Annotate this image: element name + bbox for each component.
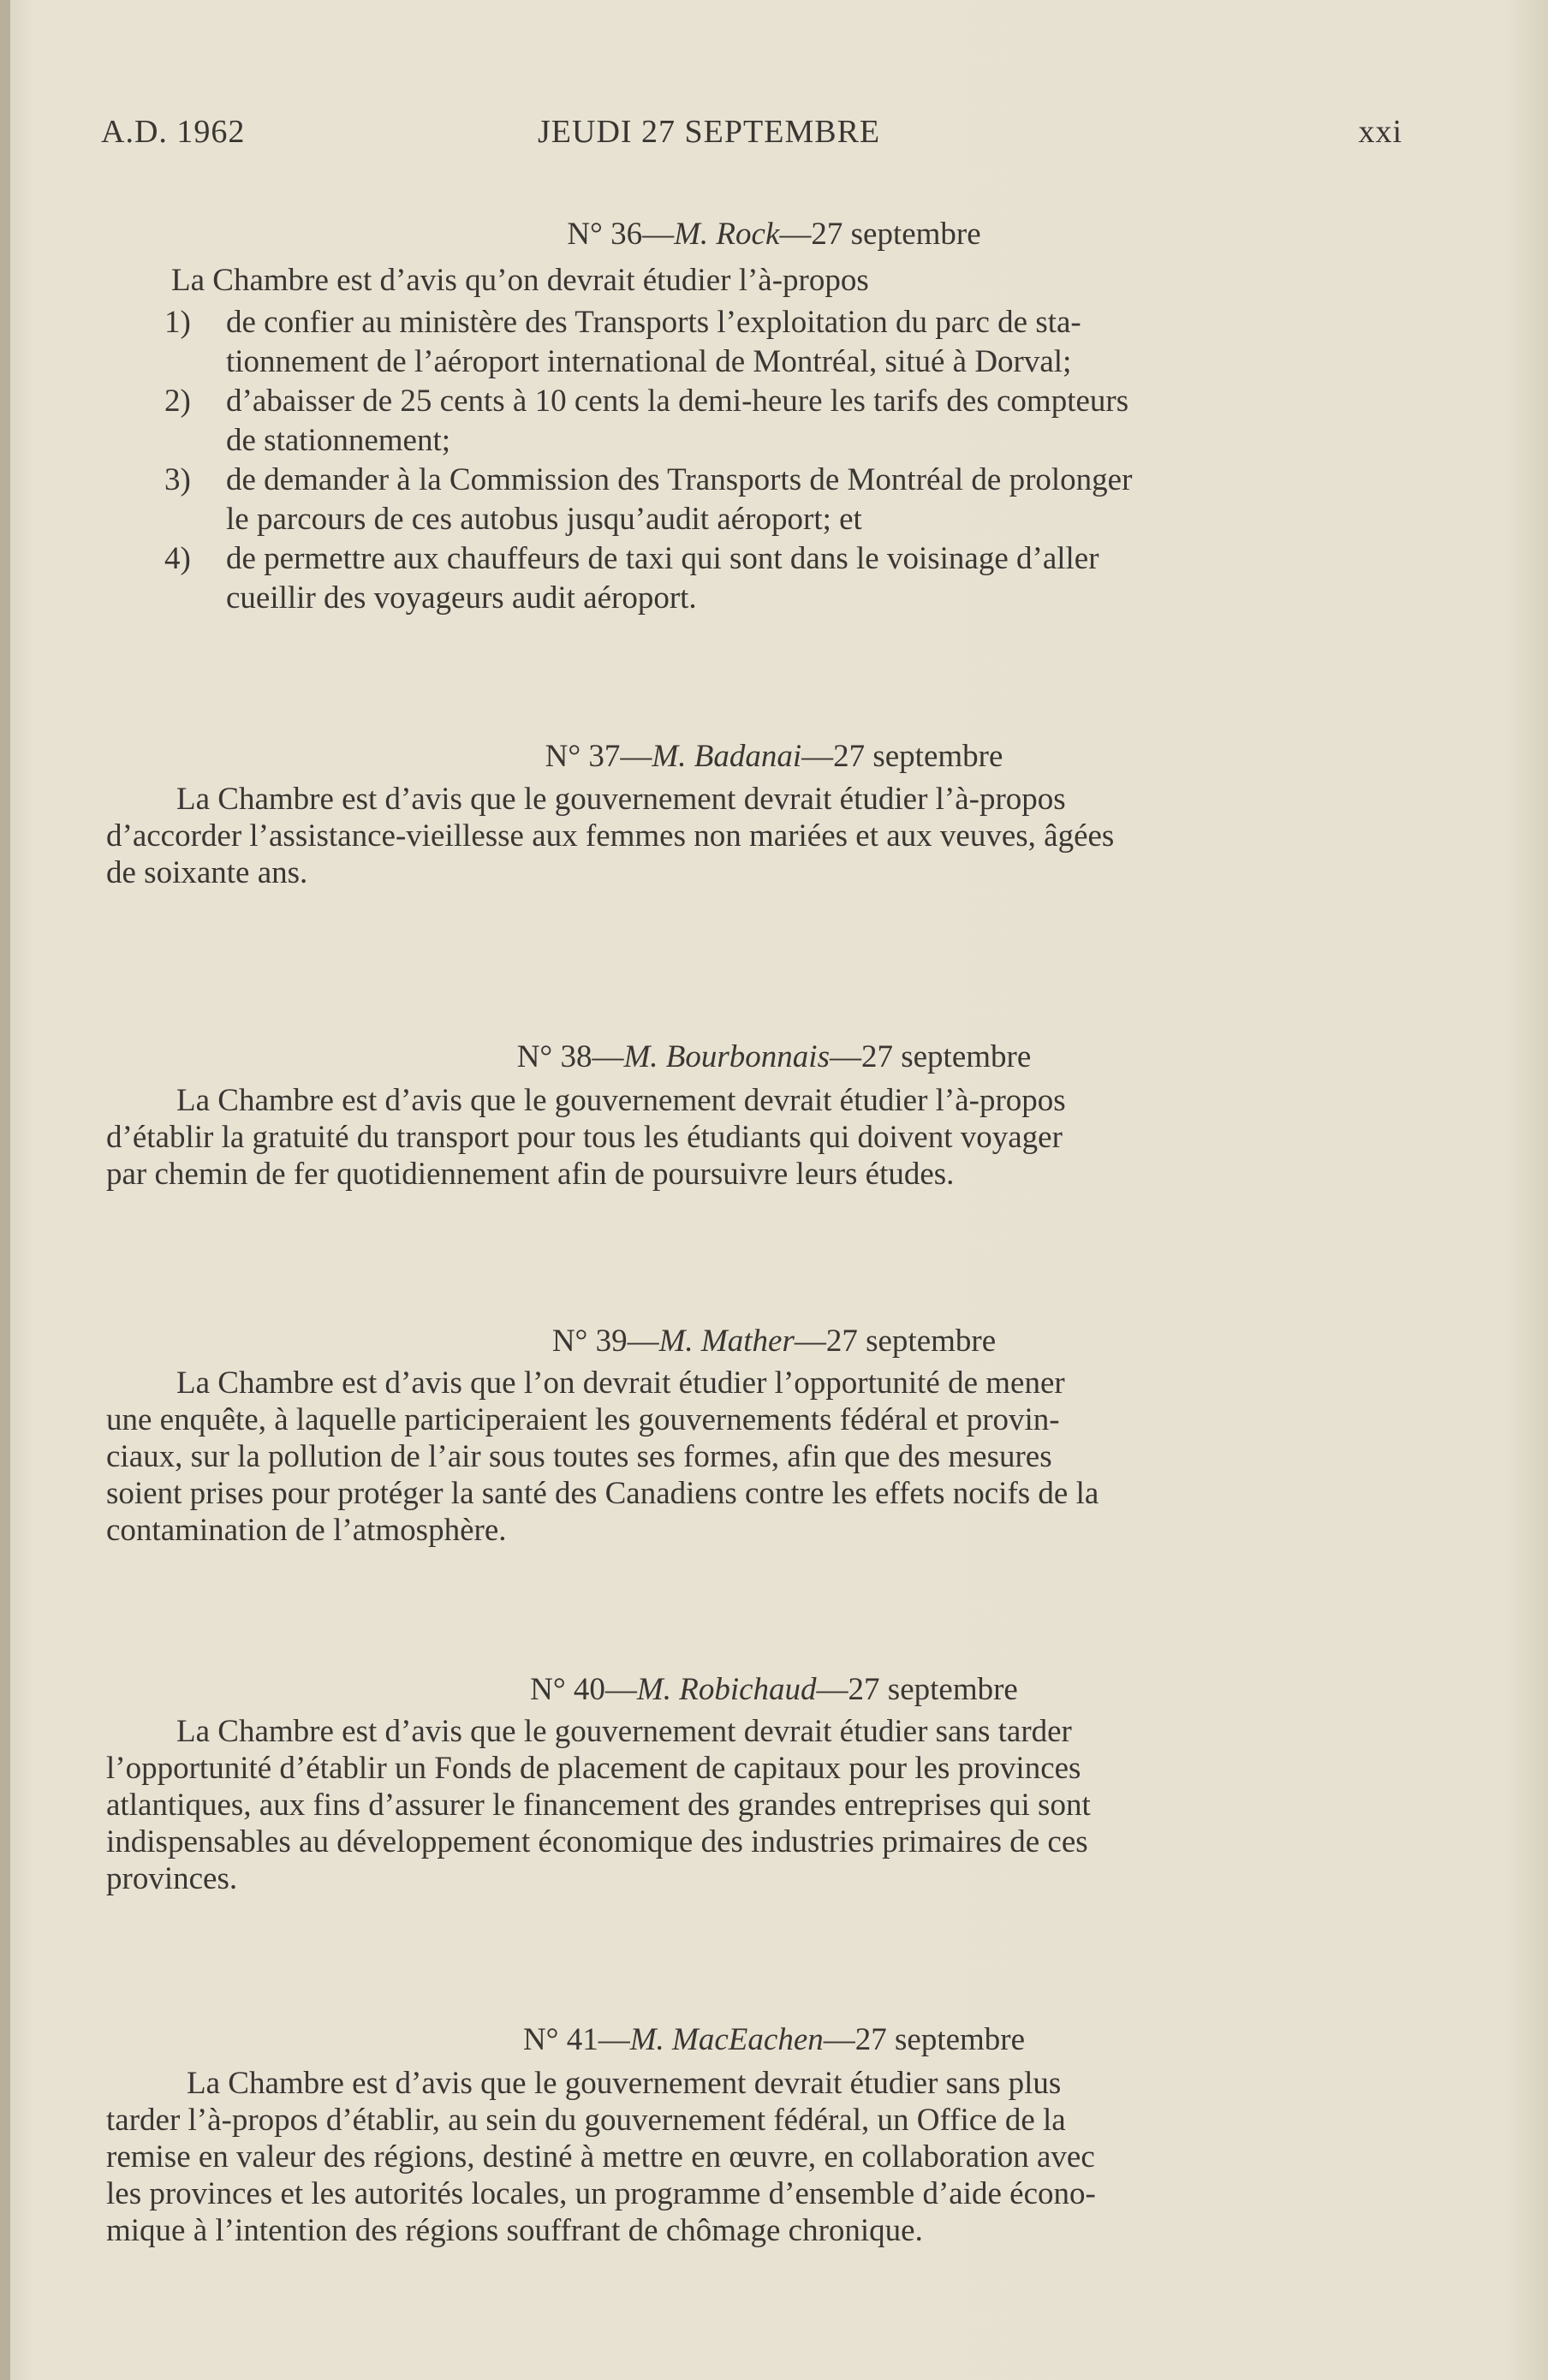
text-line: les provinces et les autorités locales, un programme d’ensemble d’aide écono- [106,2176,1096,2211]
item-line: le parcours de ces autobus jusqu’audit aéroport; et [226,502,862,537]
header-year: A.D. 1962 [101,114,246,150]
motion-text [106,1713,1403,1897]
motion-member: M. MacEachen [629,2022,824,2057]
motion-member: M. Robichaud [636,1672,817,1707]
text-line: de soixante ans. [106,855,308,890]
text-line: d’accorder l’assistance-vieillesse aux femmes non mariées et aux veuves, âgées [106,818,1115,854]
header-date: JEUDI 27 SEPTEMBRE [538,114,881,150]
motion-title: N° 36—M. Rock—27 septembre [567,217,981,252]
motion-title: N° 38—M. Bourbonnais—27 septembre [516,1039,1032,1074]
motion-text [106,781,1403,891]
text-line: La Chambre est d’avis que le gouvernement devrait étudier l’à-propos [176,782,1066,817]
motion-member: M. Rock [674,217,780,252]
item-line: de permettre aux chauffeurs de taxi qui sont dans le voisinage d’aller [226,541,1099,576]
motion-number: N° 37 [545,739,621,774]
text-line: remise en valeur des régions, destiné à mettre en œuvre, en collaboration avec [106,2139,1095,2175]
text-line: indispensables au développement économique des industries primaires de ces [106,1824,1088,1859]
text-line: provinces. [106,1861,238,1896]
running-header [101,113,1402,156]
text-line: La Chambre est d’avis que le gouvernement devrait étudier l’à-propos [176,1083,1066,1118]
item-line: de demander à la Commission des Transports de Montréal de prolonger [226,462,1133,497]
text-line: La Chambre est d’avis que l’on devrait étudier l’opportunité de mener [176,1366,1065,1401]
text-line: d’établir la gratuité du transport pour tous les étudiants qui doivent voyager [106,1120,1063,1155]
motion-member: M. Mather [658,1324,795,1359]
motion-date: 27 septembre [860,1039,1032,1074]
item-number: 3) [164,462,191,497]
motion-number: N° 41 [522,2022,598,2057]
motion-date: 27 septembre [833,739,1003,774]
motion-item [164,539,1404,618]
item-number: 2) [164,384,191,419]
header-page-number: xxi [1358,114,1402,150]
motion-date: 27 septembre [811,217,981,252]
motion-title: N° 39—M. Mather—27 septembre [551,1324,997,1359]
item-line: de confier au ministère des Transports l’exploitation du parc de sta- [226,305,1081,340]
item-line: d’abaisser de 25 cents à 10 cents la demi-heure les tarifs des compteurs [226,384,1129,419]
motion-title: N° 41—M. MacEachen—27 septembre [522,2022,1026,2057]
motion-text [106,2065,1403,2249]
motion-title: N° 40—M. Robichaud—27 septembre [530,1672,1018,1707]
motion-date: 27 septembre [854,2022,1026,2057]
text-line: par chemin de fer quotidiennement afin de poursuivre leurs études. [106,1157,955,1192]
motion-member: M. Bourbonnais [623,1039,830,1074]
text-line: La Chambre est d’avis que le gouvernement devrait étudier sans plus [187,2066,1062,2101]
motion-date: 27 septembre [825,1324,997,1359]
motion-text [106,1365,1403,1549]
item-line: tionnement de l’aéroport international de Montréal, situé à Dorval; [226,344,1072,379]
text-line: ciaux, sur la pollution de l’air sous toutes ses formes, afin que des mesures [106,1439,1052,1474]
item-line: de stationnement; [226,423,451,458]
motion-item [164,303,1404,382]
motion-date: 27 septembre [848,1672,1018,1707]
text-line: l’opportunité d’établir un Fonds de placement de capitaux pour les provinces [106,1751,1081,1786]
text-line: soient prises pour protéger la santé des Canadiens contre les effets nocifs de la [106,1476,1099,1511]
motion-number: N° 40 [530,1672,605,1707]
motion-member: M. Badanai [652,739,802,774]
motion-item [164,461,1404,539]
text-line: mique à l’intention des régions souffrant de chômage chronique. [106,2213,923,2248]
motion-text [106,1082,1403,1193]
motion-item [164,382,1404,461]
text-line: contamination de l’atmosphère. [106,1513,507,1548]
text-line: une enquête, à laquelle participeraient les gouvernements fédéral et provin- [106,1402,1060,1437]
item-number: 1) [164,305,191,340]
item-line: cueillir des voyageurs audit aéroport. [226,580,697,616]
motion-number: N° 36 [567,217,643,252]
item-number: 4) [164,541,191,576]
motion-intro: La Chambre est d’avis qu’on devrait étudier l’à-propos [171,263,869,298]
motion-title: N° 37—M. Badanai—27 septembre [545,739,1003,774]
motion-number: N° 38 [516,1039,592,1074]
text-line: atlantiques, aux fins d’assurer le financement des grandes entreprises qui sont [106,1788,1091,1823]
text-line: La Chambre est d’avis que le gouvernement devrait étudier sans tarder [176,1714,1072,1749]
motion-number: N° 39 [551,1324,628,1359]
text-line: tarder l’à-propos d’établir, au sein du gouvernement fédéral, un Office de la [106,2103,1066,2138]
